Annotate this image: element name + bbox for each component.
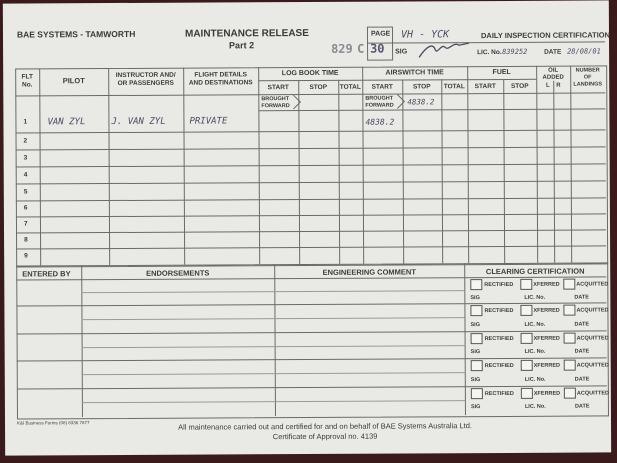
brought-forward-value: 4838.2 [407,97,435,107]
acquitted-label: ACQUITTED [576,281,609,288]
col-fuel: FUEL [492,68,511,77]
col-oil-added: OIL ADDED [542,67,564,81]
engineering-comment-label: ENGINEERING COMMENT [322,267,416,277]
col-oil-lr: L R [545,82,561,89]
acquitted-label: ACQUITTED [576,335,609,342]
xferred-checkbox[interactable] [521,388,533,399]
form-number-suffix: C [357,41,365,56]
log-arrow-icon [291,94,303,110]
row1-airswitch-start: 4838.2 [365,117,395,127]
row-number: 8 [24,236,28,244]
page-label: PAGE [370,30,391,38]
xferred-checkbox[interactable] [521,333,533,344]
row-number: 6 [23,204,28,212]
signature-icon [415,39,475,61]
acquitted-checkbox[interactable] [564,388,576,399]
col-flight-details: FLIGHT DETAILS AND DESTINATIONS [188,71,253,87]
fuel-start-label: START [474,83,496,91]
row1-pilot: VAN ZYL [47,117,86,128]
rectified-label: RECTIFIED [484,281,514,289]
log-brought-forward-label: BROUGHT FORWARD [261,96,290,109]
acquitted-checkbox[interactable] [563,305,575,316]
log-stop-label: STOP [309,83,328,91]
lic-value: 839252 [502,47,528,56]
date-label: DATE [574,294,589,301]
date-label: DATE [574,403,590,410]
log-start-label: START [267,84,289,92]
row-number: 7 [23,220,28,228]
fuel-stop-label: STOP [510,82,529,90]
sig-label: SIG [470,377,481,384]
lic-no-label: LIC. No. [524,321,546,328]
acquitted-checkbox[interactable] [563,279,575,290]
printer-credit: K&I Business Forms (08) 8336 7877 [17,420,90,426]
footer-line-2: Certificate of Approval no. 4139 [272,431,378,442]
row-number: 5 [23,188,28,196]
rectified-label: RECTIFIED [484,307,514,315]
col-airswitch-time: AIRSWITCH TIME [385,69,444,77]
row-number: 2 [23,137,28,145]
row-number: 3 [23,154,28,162]
sig-label: SIG [470,349,481,356]
rectified-checkbox[interactable] [470,279,482,290]
col-flt-no: FLT No. [21,73,33,89]
entered-by-label: ENTERED BY [22,269,71,279]
rectified-checkbox[interactable] [470,305,482,316]
xferred-checkbox[interactable] [521,360,533,371]
acquitted-checkbox[interactable] [564,333,576,344]
row1-flight-details: PRIVATE [189,116,228,127]
rectified-label: RECTIFIED [484,335,514,343]
maintenance-release-sheet [3,0,611,455]
lic-no-label: LIC. No. [524,376,546,383]
acquitted-label: ACQUITTED [576,307,609,314]
lic-no-label: LIC. No. [524,403,546,410]
col-landings: NUMBER OF LANDINGS [573,67,603,88]
air-stop-label: STOP [412,83,431,91]
col-log-book-time: LOG BOOK TIME [281,69,339,78]
date-label: DATE [544,48,562,56]
date-label: DATE [574,348,590,355]
air-arrow-icon [395,93,407,109]
col-instructor: INSTRUCTOR AND/ OR PASSENGERS [115,71,176,87]
acquitted-label: ACQUITTED [576,390,609,397]
sig-label: SIG [470,404,481,411]
rectified-label: RECTIFIED [484,362,514,370]
row-number: 1 [23,118,28,126]
row-number: 4 [23,171,28,179]
col-pilot: PILOT [62,76,85,86]
company-name: BAE SYSTEMS - TAMWORTH [16,28,136,40]
form-title: MAINTENANCE RELEASE [184,27,309,40]
row-number: 9 [24,252,28,260]
date-value: 28/08/01 [567,47,601,56]
xferred-checkbox[interactable] [520,305,532,316]
xferred-checkbox[interactable] [520,279,532,290]
clearing-certification-label: CLEARING CERTIFICATION [485,266,585,277]
rectified-checkbox[interactable] [471,333,483,344]
acquitted-label: ACQUITTED [576,362,609,369]
sig-label: SIG [470,295,480,302]
footer-line-1: All maintenance carried out and certified for and on behalf of BAE Systems Australia Ltd. [178,421,473,432]
rectified-label: RECTIFIED [484,390,514,398]
lic-label: LIC. No. [477,48,502,57]
xferred-label: XFERRED [533,390,561,397]
air-brought-forward-label: BROUGHT FORWARD [365,95,394,109]
page-number: 30 [370,41,385,56]
form-number: 829 [331,41,353,56]
lic-no-label: LIC. No. [524,294,546,301]
log-total-label: TOTAL [339,83,361,91]
date-label: DATE [574,376,590,383]
form-part: Part 2 [229,40,255,51]
rectified-checkbox[interactable] [471,360,483,371]
acquitted-checkbox[interactable] [564,360,576,371]
date-label: DATE [574,321,590,328]
registration-value: VH - YCK [400,29,450,41]
rectified-checkbox[interactable] [471,388,483,399]
air-total-label: TOTAL [443,83,465,91]
xferred-label: XFERRED [533,281,560,288]
sig-label: SIG [395,48,408,56]
xferred-label: XFERRED [533,362,561,369]
xferred-label: XFERRED [533,335,560,342]
lic-no-label: LIC. No. [524,348,546,355]
daily-inspection-label: DAILY INSPECTION CERTIFICATION [480,30,611,41]
row1-passengers: J. VAN ZYL [111,116,166,128]
air-start-label: START [371,83,393,91]
xferred-label: XFERRED [533,307,560,314]
sig-label: SIG [470,322,481,329]
endorsements-label: ENDORSEMENTS [146,268,210,278]
